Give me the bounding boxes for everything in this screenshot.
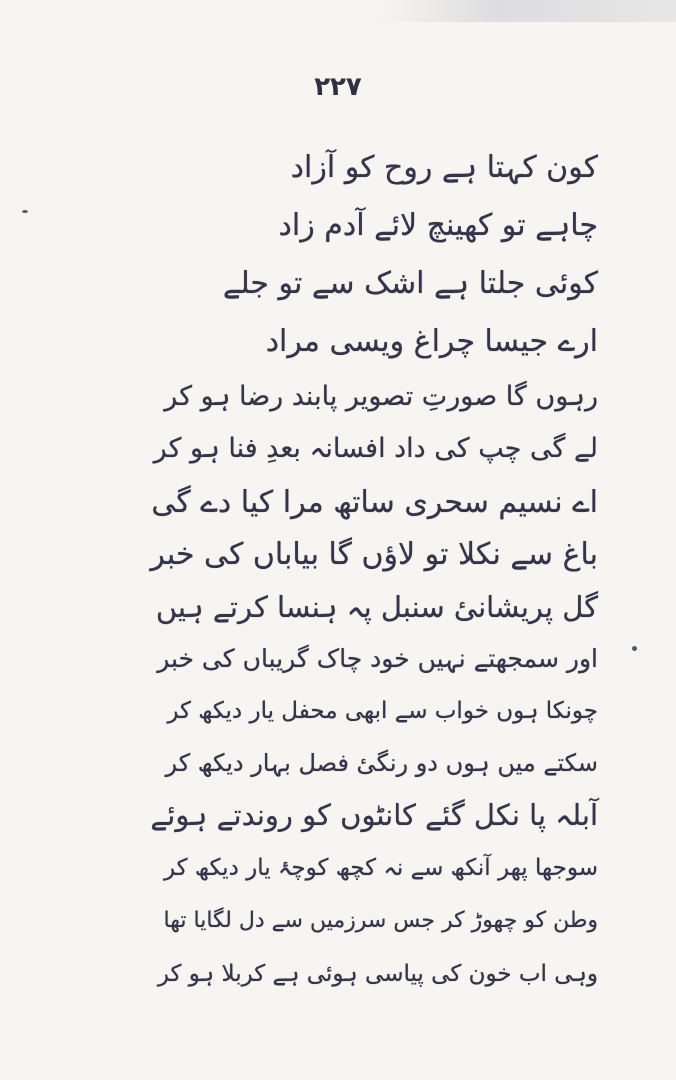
ink-speck <box>632 646 637 651</box>
poem-line: آبلہ پا نکل گئے کانٹوں کو روندتے ہوئے <box>150 798 598 832</box>
poem-line: سوجھا پھر آنکھ سے نہ کچھ کوچۂ یار دیکھ کر <box>163 855 598 881</box>
poem-line: ارے جیسا چراغ ویسی مراد <box>265 324 598 359</box>
poem-line: رہوں گا صورتِ تصویر پابند رضا ہو کر <box>164 381 598 412</box>
poem-line: باغ سے نکلا تو لاؤں گا بیاباں کی خبر <box>150 537 598 572</box>
poem-line: وطن کو چھوڑ کر جس سرزمیں سے دل لگایا تھا <box>163 908 598 933</box>
poem-line: وہی اب خون کی پیاسی ہوئی ہے کربلا ہو کر <box>157 961 598 987</box>
ink-speck <box>22 210 28 213</box>
poem-line: اور سمجھتے نہیں خود چاک گریباں کی خبر <box>157 644 598 673</box>
poem-line: سکتے میں ہوں دو رنگیٔ فصل بہار دیکھ کر <box>165 749 598 777</box>
page-number: ۲۲۷ <box>314 72 362 102</box>
poem-line: چاہے تو کھینچ لائے آدم زاد <box>278 208 598 243</box>
poem-line: اے نسیم سحری ساتھ مرا کیا دے گی <box>151 485 598 520</box>
poem-line: لے گی چپ کی داد افسانہ بعدِ فنا ہو کر <box>153 433 598 464</box>
poem-line: چونکا ہوں خواب سے ابھی محفل یار دیکھ کر <box>167 698 598 724</box>
poem-line: کون کہتا ہے روح کو آزاد <box>290 150 598 185</box>
poem-line: گل پریشانیٔ سنبل پہ ہنسا کرتے ہیں <box>155 590 598 624</box>
page-edge-stain <box>380 0 676 22</box>
poem-line: کوئی جلتا ہے اشک سے تو جلے <box>222 266 598 301</box>
